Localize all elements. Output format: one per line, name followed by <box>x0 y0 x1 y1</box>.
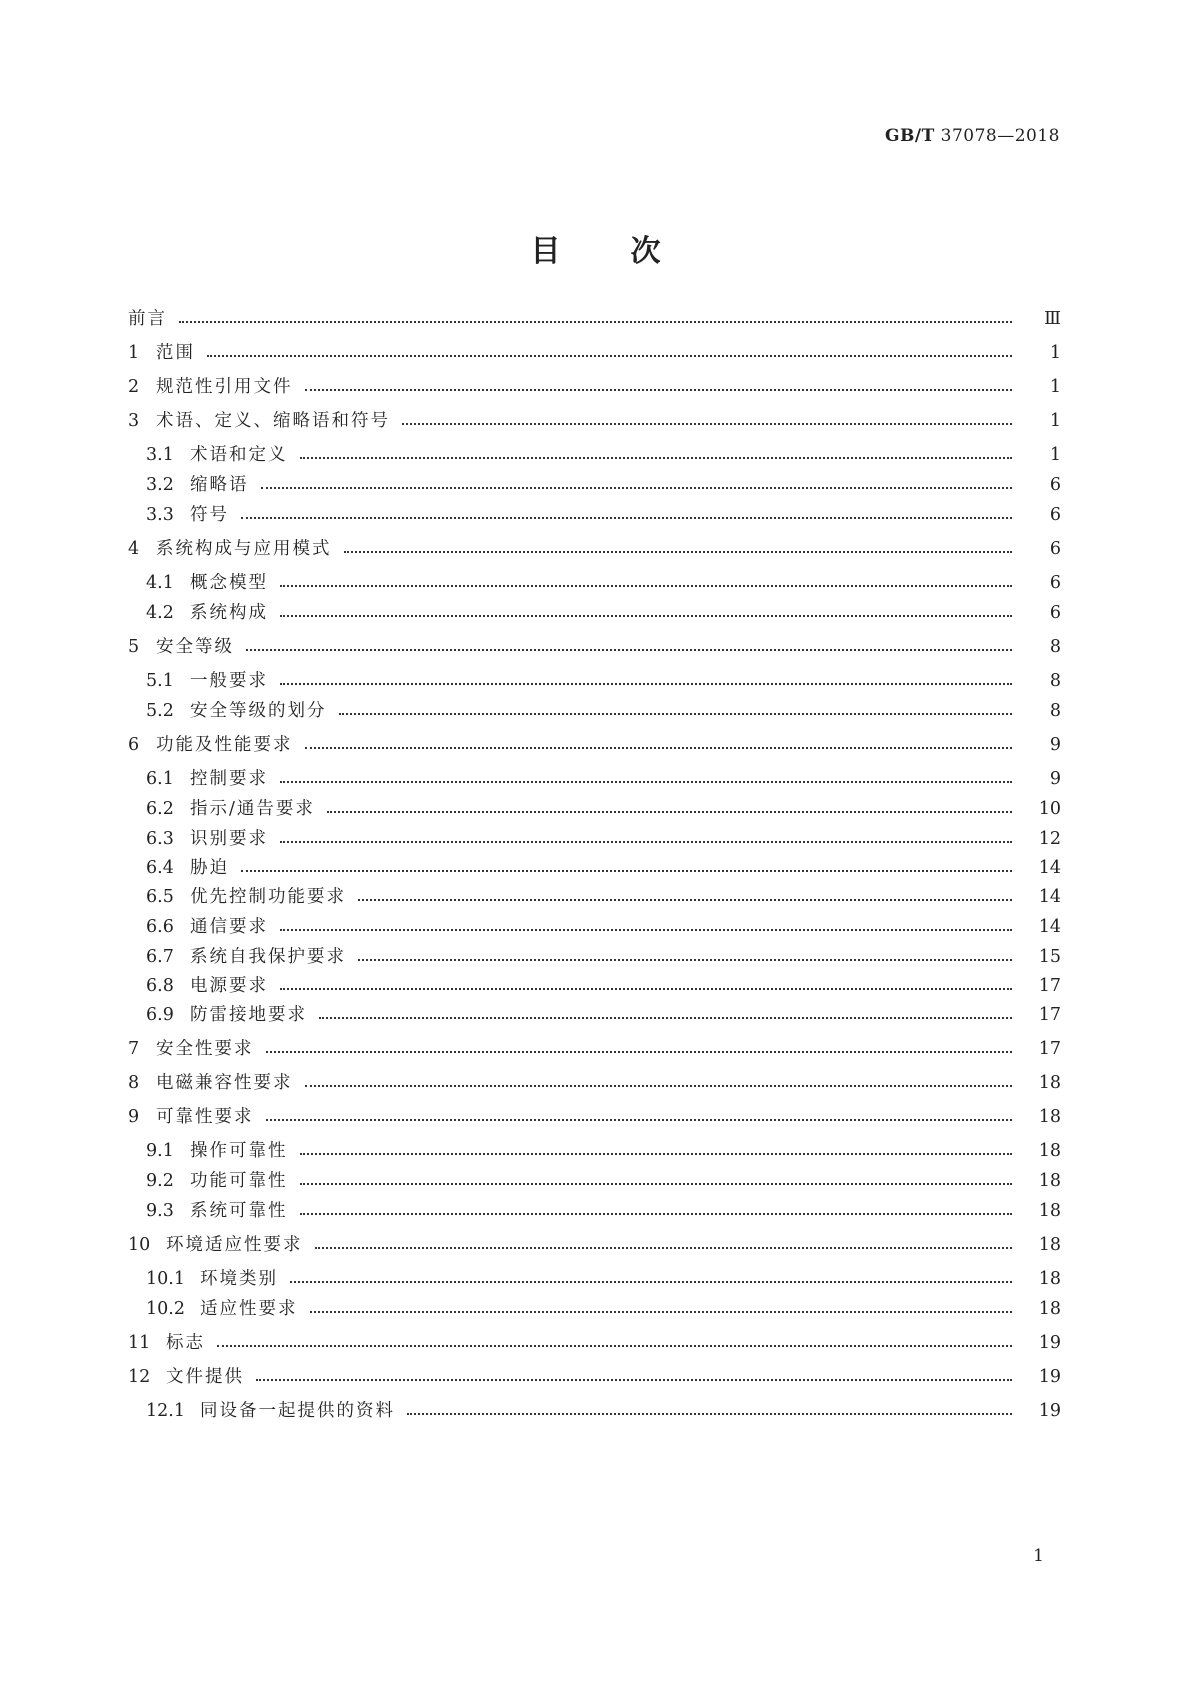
toc-entry-number: 6.8 <box>146 976 174 996</box>
toc-entry-label: 系统可靠性 <box>190 1201 288 1221</box>
toc-entry-number: 9.1 <box>146 1141 174 1161</box>
toc-entry-page: 17 <box>1038 1039 1061 1059</box>
toc-entry-label: 优先控制功能要求 <box>190 887 346 907</box>
toc-leader-dots <box>327 811 1012 813</box>
toc-entry-page: 18 <box>1038 1201 1061 1221</box>
toc-entry-number: 6.9 <box>146 1005 174 1025</box>
toc-leader-dots <box>280 988 1012 990</box>
toc-entry[interactable] <box>0 442 1191 468</box>
toc-entry-label: 一般要求 <box>190 671 268 691</box>
toc-leader-dots <box>315 1247 1012 1249</box>
toc-entry-number: 10 <box>128 1235 151 1255</box>
toc-leader-dots <box>241 517 1012 519</box>
toc-leader-dots <box>280 929 1012 931</box>
toc-entry-number: 10.1 <box>146 1269 185 1289</box>
toc-entry-label: 前言 <box>128 309 167 329</box>
toc-entry[interactable] <box>0 1168 1191 1194</box>
toc-entry-label: 系统构成与应用模式 <box>156 539 332 559</box>
toc-entry-label: 胁迫 <box>190 858 229 878</box>
toc-entry-page: 18 <box>1038 1269 1061 1289</box>
toc-entry[interactable] <box>0 973 1191 999</box>
toc-entry-page: 6 <box>1049 475 1061 495</box>
toc-entry-label: 电源要求 <box>190 976 268 996</box>
toc-leader-dots <box>300 1153 1012 1155</box>
toc-entry-page: 8 <box>1049 637 1061 657</box>
toc-entry-page: 12 <box>1038 829 1061 849</box>
toc-entry-page: 19 <box>1038 1367 1061 1387</box>
toc-entry-page: Ⅲ <box>1044 309 1061 329</box>
toc-entry[interactable] <box>0 1232 1191 1258</box>
toc-entry-number: 5 <box>128 637 140 657</box>
toc-entry-label: 安全性要求 <box>156 1039 254 1059</box>
title-char-2: 次 <box>630 234 661 269</box>
toc-entry-label: 可靠性要求 <box>156 1107 254 1127</box>
toc-entry-page: 6 <box>1049 505 1061 525</box>
toc-entry-number: 12 <box>128 1367 151 1387</box>
toc-entry[interactable] <box>0 855 1191 881</box>
toc-entry[interactable] <box>0 472 1191 498</box>
toc-entry-page: 1 <box>1049 445 1061 465</box>
toc-entry[interactable] <box>0 1036 1191 1062</box>
toc-entry-number: 3.3 <box>146 505 174 525</box>
toc-entry[interactable] <box>0 668 1191 694</box>
toc-entry-number: 11 <box>128 1333 151 1353</box>
toc-leader-dots <box>246 649 1012 651</box>
toc-entry-page: 14 <box>1038 858 1061 878</box>
toc-entry-number: 6.2 <box>146 799 174 819</box>
toc-entry-page: 18 <box>1038 1171 1061 1191</box>
toc-entry-label: 范围 <box>156 343 195 363</box>
toc-entry-label: 操作可靠性 <box>190 1141 288 1161</box>
toc-entry-page: 17 <box>1038 976 1061 996</box>
toc-entry-page: 6 <box>1049 603 1061 623</box>
toc-entry-label: 安全等级的划分 <box>190 701 327 721</box>
toc-entry-number: 4 <box>128 539 140 559</box>
toc-entry-page: 19 <box>1038 1401 1061 1421</box>
footer-page-number: 1 <box>1033 1546 1044 1566</box>
toc-entry[interactable] <box>0 1002 1191 1028</box>
standard-year: 37078—2018 <box>940 126 1060 146</box>
toc-entry-page: 1 <box>1049 377 1061 397</box>
standard-code: GB/T <box>885 126 935 146</box>
toc-entry[interactable] <box>0 600 1191 626</box>
toc-entry-page: 8 <box>1049 701 1061 721</box>
toc-entry[interactable] <box>0 1330 1191 1356</box>
toc-leader-dots <box>305 389 1012 391</box>
toc-leader-dots <box>310 1311 1012 1313</box>
toc-entry-number: 9 <box>128 1107 140 1127</box>
toc-entry[interactable] <box>0 1398 1191 1424</box>
toc-entry-page: 18 <box>1038 1235 1061 1255</box>
toc-entry-label: 概念模型 <box>190 573 268 593</box>
toc-leader-dots <box>358 959 1012 961</box>
toc-entry-page: 14 <box>1038 887 1061 907</box>
toc-entry-label: 电磁兼容性要求 <box>156 1073 293 1093</box>
toc-entry-number: 6.5 <box>146 887 174 907</box>
toc-entry-label: 环境类别 <box>200 1269 278 1289</box>
toc-entry-page: 10 <box>1038 799 1061 819</box>
toc-entry-number: 10.2 <box>146 1299 185 1319</box>
toc-entry-number: 6.6 <box>146 917 174 937</box>
toc-leader-dots <box>266 1119 1012 1121</box>
toc-entry-label: 同设备一起提供的资料 <box>200 1401 395 1421</box>
toc-entry-page: 15 <box>1038 947 1061 967</box>
toc-entry[interactable] <box>0 502 1191 528</box>
toc-leader-dots <box>305 747 1012 749</box>
toc-leader-dots <box>290 1281 1012 1283</box>
toc-entry-page: 1 <box>1049 411 1061 431</box>
toc-entry-number: 9.2 <box>146 1171 174 1191</box>
toc-entry-number: 9.3 <box>146 1201 174 1221</box>
toc-entry-number: 8 <box>128 1073 140 1093</box>
toc-leader-dots <box>256 1379 1012 1381</box>
toc-entry-label: 功能及性能要求 <box>156 735 293 755</box>
toc-entry-number: 6.3 <box>146 829 174 849</box>
toc-leader-dots <box>339 713 1012 715</box>
toc-entry[interactable] <box>0 570 1191 596</box>
toc-entry[interactable] <box>0 914 1191 940</box>
toc-leader-dots <box>300 457 1012 459</box>
toc-entry-number: 5.1 <box>146 671 174 691</box>
toc-entry-page: 1 <box>1049 343 1061 363</box>
toc-entry-page: 18 <box>1038 1299 1061 1319</box>
toc-entry-label: 环境适应性要求 <box>166 1235 303 1255</box>
toc-entry-label: 标志 <box>166 1333 205 1353</box>
toc-entry-label: 防雷接地要求 <box>190 1005 307 1025</box>
toc-entry[interactable] <box>0 340 1191 366</box>
toc-entry[interactable] <box>0 944 1191 970</box>
toc-leader-dots <box>319 1017 1012 1019</box>
toc-entry-number: 6.4 <box>146 858 174 878</box>
toc-entry-page: 9 <box>1049 735 1061 755</box>
toc-leader-dots <box>344 551 1012 553</box>
toc-leader-dots <box>179 321 1012 323</box>
toc-entry-label: 规范性引用文件 <box>156 377 293 397</box>
toc-entry-page: 9 <box>1049 769 1061 789</box>
toc-entry[interactable] <box>0 408 1191 434</box>
toc-entry-label: 缩略语 <box>190 475 249 495</box>
toc-entry[interactable] <box>0 1104 1191 1130</box>
toc-entry-label: 控制要求 <box>190 769 268 789</box>
toc-entry-page: 14 <box>1038 917 1061 937</box>
toc-entry[interactable] <box>0 1266 1191 1292</box>
toc-entry-page: 18 <box>1038 1141 1061 1161</box>
toc-entry-label: 通信要求 <box>190 917 268 937</box>
toc-entry[interactable] <box>0 766 1191 792</box>
toc-entry-number: 3.2 <box>146 475 174 495</box>
toc-leader-dots <box>280 841 1012 843</box>
toc-entry-number: 5.2 <box>146 701 174 721</box>
toc-entry-page: 17 <box>1038 1005 1061 1025</box>
toc-entry-number: 6.7 <box>146 947 174 967</box>
toc-entry[interactable] <box>0 1364 1191 1390</box>
toc-leader-dots <box>280 781 1012 783</box>
toc-entry[interactable] <box>0 826 1191 852</box>
toc-entry-number: 12.1 <box>146 1401 185 1421</box>
toc-entry-number: 3 <box>128 411 140 431</box>
toc-entry[interactable] <box>0 1296 1191 1322</box>
toc-entry-number: 1 <box>128 343 140 363</box>
toc-leader-dots <box>207 355 1012 357</box>
toc-entry-page: 19 <box>1038 1333 1061 1353</box>
toc-leader-dots <box>261 487 1012 489</box>
toc-entry-page: 18 <box>1038 1107 1061 1127</box>
toc-entry[interactable] <box>0 732 1191 758</box>
toc-entry-label: 安全等级 <box>156 637 234 657</box>
title-char-1: 目 <box>530 234 561 269</box>
toc-entry-number: 6.1 <box>146 769 174 789</box>
toc-leader-dots <box>280 683 1012 685</box>
toc-entry[interactable] <box>0 374 1191 400</box>
toc-leader-dots <box>241 870 1012 872</box>
toc-entry-page: 18 <box>1038 1073 1061 1093</box>
toc-entry-label: 符号 <box>190 505 229 525</box>
toc-entry[interactable] <box>0 536 1191 562</box>
toc-leader-dots <box>300 1213 1012 1215</box>
toc-leader-dots <box>300 1183 1012 1185</box>
toc-entry[interactable] <box>0 796 1191 822</box>
toc-leader-dots <box>266 1051 1012 1053</box>
toc-entry[interactable] <box>0 1138 1191 1164</box>
toc-entry-page: 6 <box>1049 573 1061 593</box>
toc-entry-number: 4.1 <box>146 573 174 593</box>
toc-entry-label: 系统自我保护要求 <box>190 947 346 967</box>
toc-entry-page: 6 <box>1049 539 1061 559</box>
toc-entry-label: 适应性要求 <box>200 1299 298 1319</box>
toc-leader-dots <box>280 585 1012 587</box>
toc-entry-label: 术语和定义 <box>190 445 288 465</box>
toc-entry[interactable] <box>0 884 1191 910</box>
toc-entry-page: 8 <box>1049 671 1061 691</box>
toc-entry-number: 6 <box>128 735 140 755</box>
toc-entry-label: 文件提供 <box>166 1367 244 1387</box>
toc-entry[interactable] <box>0 306 1191 332</box>
toc-entry-number: 7 <box>128 1039 140 1059</box>
toc-leader-dots <box>407 1413 1012 1415</box>
toc-entry-label: 识别要求 <box>190 829 268 849</box>
toc-entry[interactable] <box>0 698 1191 724</box>
toc-entry-label: 功能可靠性 <box>190 1171 288 1191</box>
toc-leader-dots <box>358 899 1012 901</box>
toc-entry-label: 指示/通告要求 <box>190 799 315 819</box>
toc-entry-number: 3.1 <box>146 445 174 465</box>
toc-entry[interactable] <box>0 634 1191 660</box>
toc-entry[interactable] <box>0 1198 1191 1224</box>
toc-entry[interactable] <box>0 1070 1191 1096</box>
toc-entry-number: 4.2 <box>146 603 174 623</box>
toc-leader-dots <box>305 1085 1012 1087</box>
toc-entry-number: 2 <box>128 377 140 397</box>
toc-leader-dots <box>402 423 1012 425</box>
toc-entry-label: 系统构成 <box>190 603 268 623</box>
toc-entry-label: 术语、定义、缩略语和符号 <box>156 411 390 431</box>
toc-leader-dots <box>280 615 1012 617</box>
toc-leader-dots <box>217 1345 1012 1347</box>
